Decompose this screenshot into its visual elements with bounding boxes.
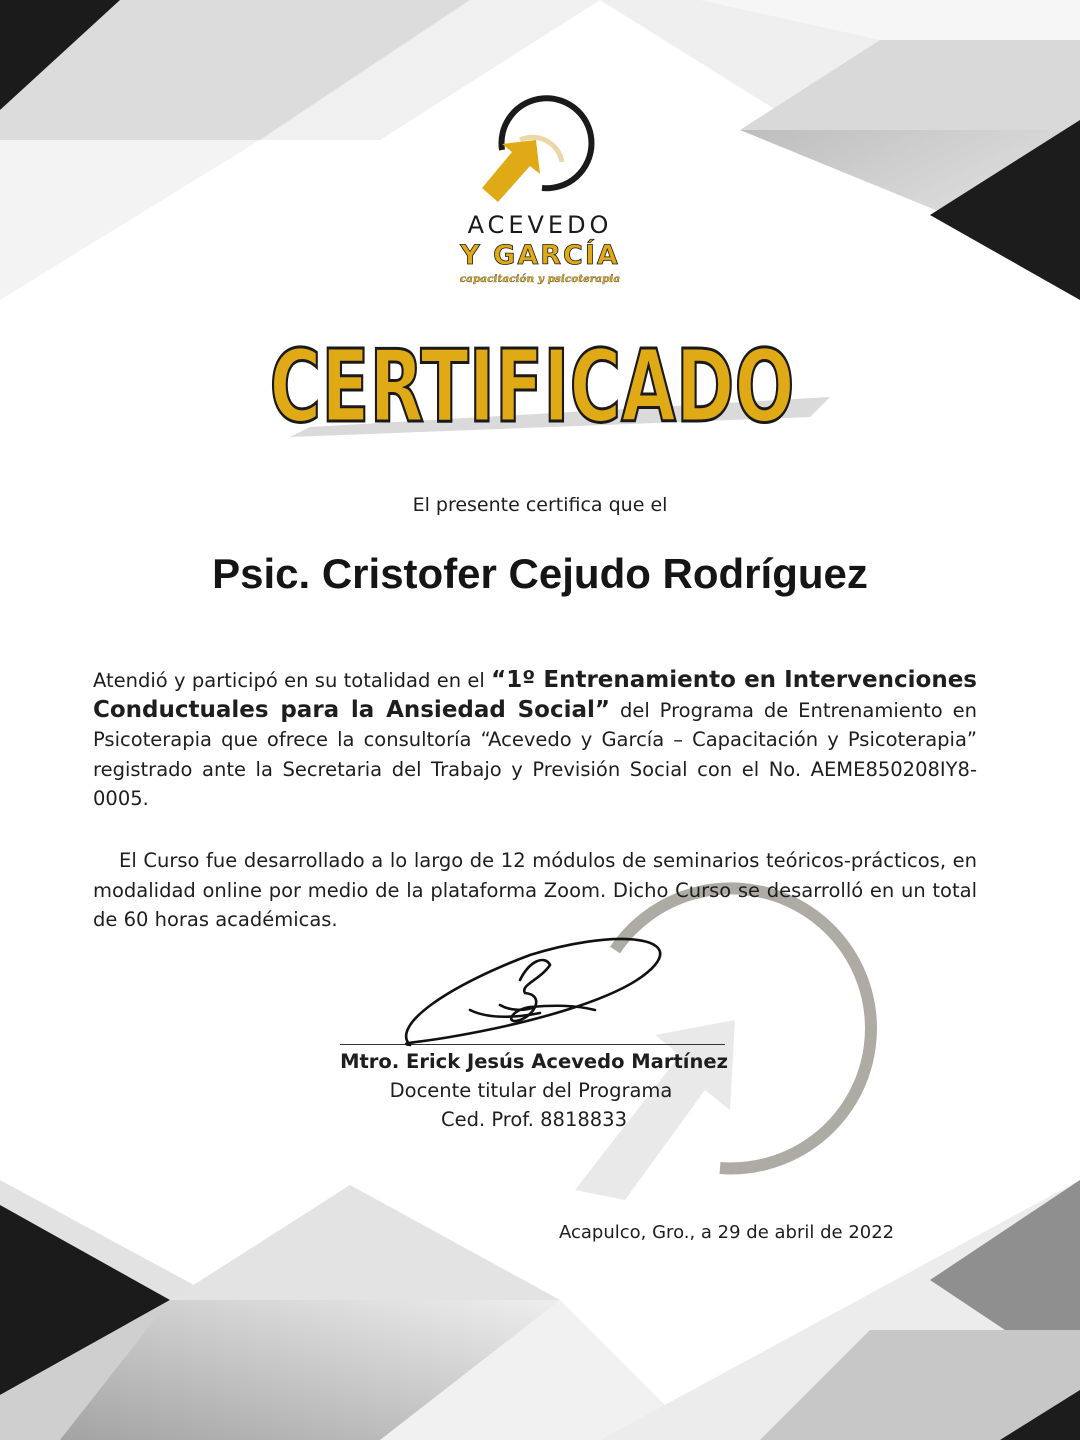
logo-brand-line2: Y GARCÍA [460, 240, 620, 271]
intro-text: El presente certifica que el [412, 494, 668, 516]
logo-brand-line1: ACEVEDO [467, 211, 613, 239]
title-text: CERTIFICADO [269, 328, 795, 445]
company-logo [440, 100, 640, 290]
certificate-body-paragraph-1 [93, 666, 977, 814]
logo-tagline: capacitación y psicoterapia [459, 273, 621, 285]
paragraph1-lead: Atendió y participó en su totalidad en el [93, 669, 492, 692]
recipient-name: Psic. Cristofer Cejudo Rodríguez [212, 550, 868, 597]
handwritten-signature [380, 925, 680, 1065]
place-and-date: Acapulco, Gro., a 29 de abril de 2022 [559, 1222, 895, 1243]
signer-role: Docente titular del Programa [389, 1079, 673, 1102]
certificate-title [250, 325, 850, 445]
course-name: “1º Entrenamiento en Intervenciones Conductuales para la Ansiedad Social” [93, 667, 977, 723]
arrow-target-logo-icon [440, 100, 640, 290]
signer-name: Mtro. Erick Jesús Acevedo Martínez [340, 1050, 728, 1073]
paragraph1-rest: del Programa de Entrenamiento en Psicoterapia que ofrece la consultoría “Acevedo y García – Capacitación y Psicoterapia” registrado ante la Secretaria del Trabajo y Previsión Social con el No. AEME850208IY8-0005. [93, 698, 977, 810]
certificate-body-paragraph-2: El Curso fue desarrollado a lo largo de 12 módulos de seminarios teóricos-prácticos, en modalidad online por medio de la plataforma Zoom. Dicho Curso se desarrolló en un total de 60 horas académicas. [93, 849, 977, 931]
signer-credential: Ced. Prof. 8818833 [440, 1108, 627, 1131]
